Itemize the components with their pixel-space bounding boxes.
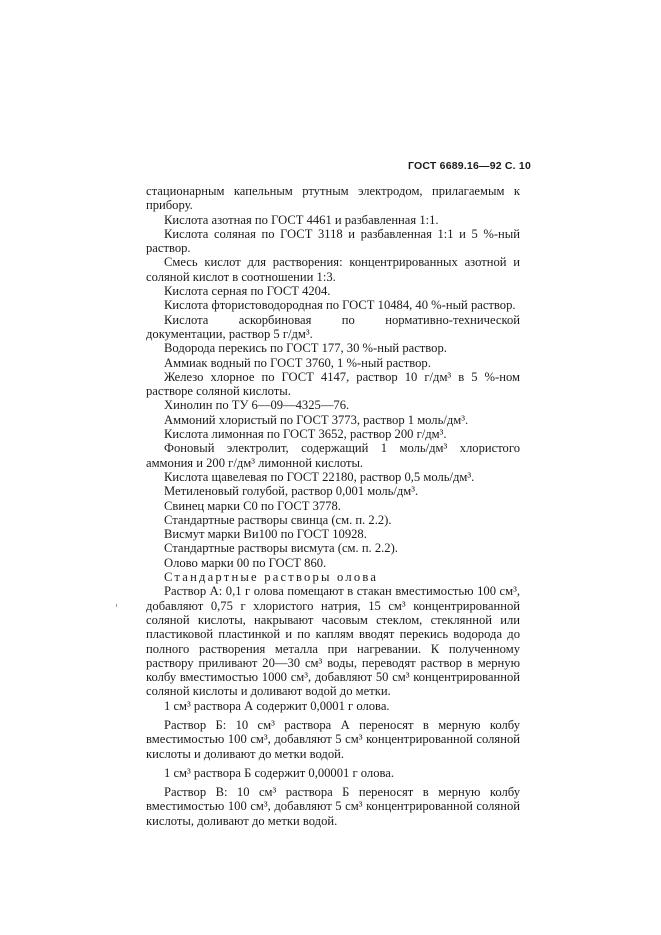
paragraph-solution-v: Раствор В: 10 см³ раствора Б переносят в мерную колбу вместимостью 100 см³, добавляют 5 см³ концентрированной соляной кислоты, доливают до метки водой. — [146, 785, 520, 828]
paragraph-ammonium-chloride: Аммоний хлористый по ГОСТ 3773, раствор 1 моль/дм³. — [164, 412, 469, 427]
paragraph-sulfuric-acid: Кислота серная по ГОСТ 4204. — [164, 284, 331, 299]
paragraph-continuation: стационарным капельным ртутным электродом, прилагаемым к прибору. — [146, 184, 520, 213]
paragraph-oxalic-acid: Кислота щавелевая по ГОСТ 22180, раствор 0,5 моль/дм³. — [164, 469, 475, 484]
paragraph-ascorbic-acid: Кислота аскорбиновая по нормативно-технической документации, раствор 5 г/дм³. — [146, 312, 520, 341]
paragraph-hydrofluoric-acid: Кислота фтористоводородная по ГОСТ 10484, 40 %-ный раствор. — [164, 298, 516, 313]
paragraph-quinoline: Хинолин по ТУ 6—09—4325—76. — [164, 398, 350, 413]
paragraph-hydrochloric-acid: Кислота соляная по ГОСТ 3118 и разбавленная 1:1 и 5 %-ный раствор. — [146, 226, 520, 256]
paragraph-lead-standards: Стандартные растворы свинца (см. п. 2.2). — [164, 512, 392, 527]
paragraph-solution-a: Раствор А: 0,1 г олова помещают в стакан вместимостью 100 см³, добавляют 0,75 г хлористого натрия, 15 см³ концентрированной соляной кислоты, накрывают часовым стеклом, стеклянной или пластиковой пластинкой и по каплям вводят перекись водорода до полного растворения металла при нагревании. К полученному раствору приливают 20—30 см³ воды, переводят раствор в мерную колбу вместимостью 1000 см³, добавляют 50 см³ концентрированной соляной кислоты и доливают водой до метки. — [146, 584, 520, 699]
paragraph-tin: Олово марки 00 по ГОСТ 860. — [164, 555, 327, 570]
paragraph-hydrogen-peroxide: Водорода перекись по ГОСТ 177, 30 %-ный раствор. — [164, 341, 447, 356]
paragraph-solution-b-content: 1 см³ раствора Б содержит 0,00001 г олова. — [164, 765, 395, 780]
paragraph-nitric-acid: Кислота азотная по ГОСТ 4461 и разбавленная 1:1. — [164, 212, 439, 227]
paragraph-solution-b: Раствор Б: 10 см³ раствора А переносят в мерную колбу вместимостью 100 см³, добавляют 5 см³ концентрированной соляной кислоты и доливают до метки водой. — [146, 717, 520, 761]
paragraph-background-electrolyte: Фоновый электролит, содержащий 1 моль/дм³ хлористого аммония и 200 г/дм³ лимонной кислоты. — [146, 441, 520, 470]
paragraph-citric-acid: Кислота лимонная по ГОСТ 3652, раствор 200 г/дм³. — [164, 427, 447, 442]
page-header-standard-ref: ГОСТ 6689.16—92 С. 10 — [408, 160, 531, 172]
paragraph-lead: Свинец марки С0 по ГОСТ 3778. — [164, 498, 341, 513]
paragraph-methylene-blue: Метиленовый голубой, раствор 0,001 моль/дм³. — [164, 484, 419, 499]
paragraph-solution-a-content: 1 см³ раствора А содержит 0,0001 г олова. — [164, 698, 390, 713]
paragraph-bismuth-standards: Стандартные растворы висмута (см. п. 2.2). — [164, 541, 398, 556]
section-heading-tin-standards: Стандартные растворы олова — [164, 570, 379, 585]
document-body — [146, 184, 520, 828]
paragraph-ammonia: Аммиак водный по ГОСТ 3760, 1 %-ный раствор. — [164, 355, 431, 370]
scan-artifact-mark — [116, 604, 117, 607]
paragraph-ferric-chloride: Железо хлорное по ГОСТ 4147, раствор 10 г/дм³ в 5 %-ном растворе соляной кислоты. — [146, 369, 520, 399]
paragraph-acid-mixture: Смесь кислот для растворения: концентрированных азотной и соляной кислот в соотношении 1:3. — [146, 255, 520, 284]
paragraph-bismuth: Висмут марки Ви100 по ГОСТ 10928. — [164, 527, 367, 542]
